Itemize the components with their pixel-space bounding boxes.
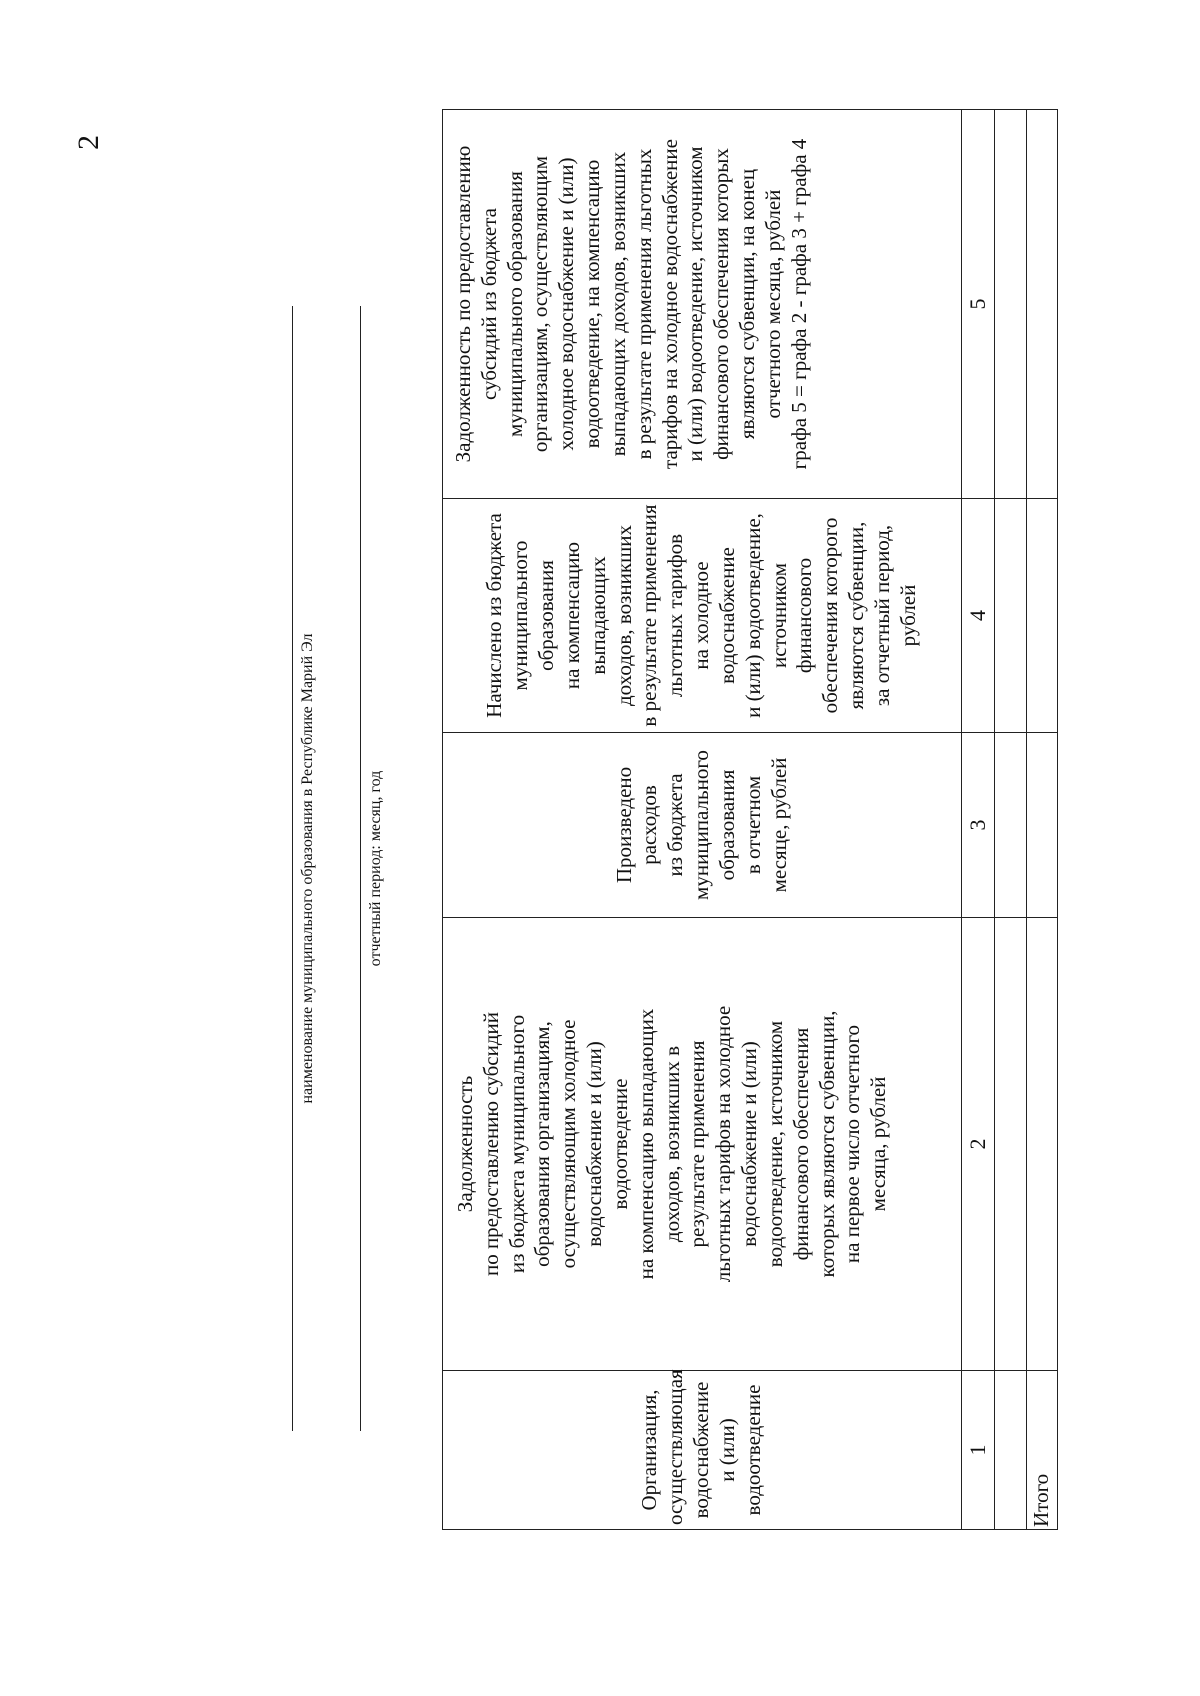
- table-row: [995, 110, 1027, 1530]
- header-row: [443, 110, 962, 1530]
- column-number: 2: [962, 918, 995, 1371]
- header-organization: Организация, осуществляющая водоснабжение и (или) водоотведение: [443, 1371, 962, 1530]
- column-number: 3: [962, 733, 995, 918]
- table-cell: [995, 110, 1027, 499]
- municipality-caption: наименование муниципального образования в Республике Марий Эл: [292, 306, 317, 1431]
- table-cell: [995, 918, 1027, 1371]
- column-number: 1: [962, 1371, 995, 1530]
- column-number: 4: [962, 499, 995, 733]
- table-cell: [1027, 918, 1058, 1371]
- report-table: [442, 109, 1058, 1530]
- header-expenses: Произведено расходов из бюджета муниципального образования в отчетном месяце, рублей: [443, 733, 962, 918]
- column-number: 5: [962, 110, 995, 499]
- table-cell: [1027, 110, 1058, 499]
- table-cell: [1027, 733, 1058, 918]
- table-cell: [995, 733, 1027, 918]
- table-cell: [995, 499, 1027, 733]
- table-cell: [1027, 499, 1058, 733]
- table-cell: [995, 1371, 1027, 1530]
- header-debt-end: Задолженность по предоставлению субсидий из бюджета муниципального образования организациям, осуществляющим холодное водоснабжение и (или) водоотведение, на компенсацию выпадающих доходов, возникших в результате применения льготных тарифов на холодное водоснабжение и (или) водоотведение, источником финансового обеспечения которых являются субвенции, на конец отчетного месяца, рублей графа 5 = графа 2 - графа 3 + графа 4: [443, 110, 962, 499]
- header-debt-start: Задолженность по предоставлению субсидий из бюджета муниципального образования организациям, осуществляющим холодное водоснабжение и (или) водоотведение на компенсацию выпадающих доходов, возникших в результате применения льготных тарифов на холодное водоснабжение и (или) водоотведение, источником финансового обеспечения которых являются субвенции, на первое число отчетного месяца, рублей: [443, 918, 962, 1371]
- total-row: [1027, 110, 1058, 1530]
- page-number: 2: [72, 135, 105, 150]
- total-label: Итого: [1027, 1371, 1058, 1530]
- period-caption: отчетный период: месяц, год: [360, 306, 385, 1431]
- header-accrued: Начислено из бюджета муниципального образования на компенсацию выпадающих доходов, возникших в результате применения льготных тарифов на холодное водоснабжение и (или) водоотведение, источником финансового обеспечения которого являются субвенции, за отчетный период, рублей: [443, 499, 962, 733]
- column-number-row: [962, 110, 995, 1530]
